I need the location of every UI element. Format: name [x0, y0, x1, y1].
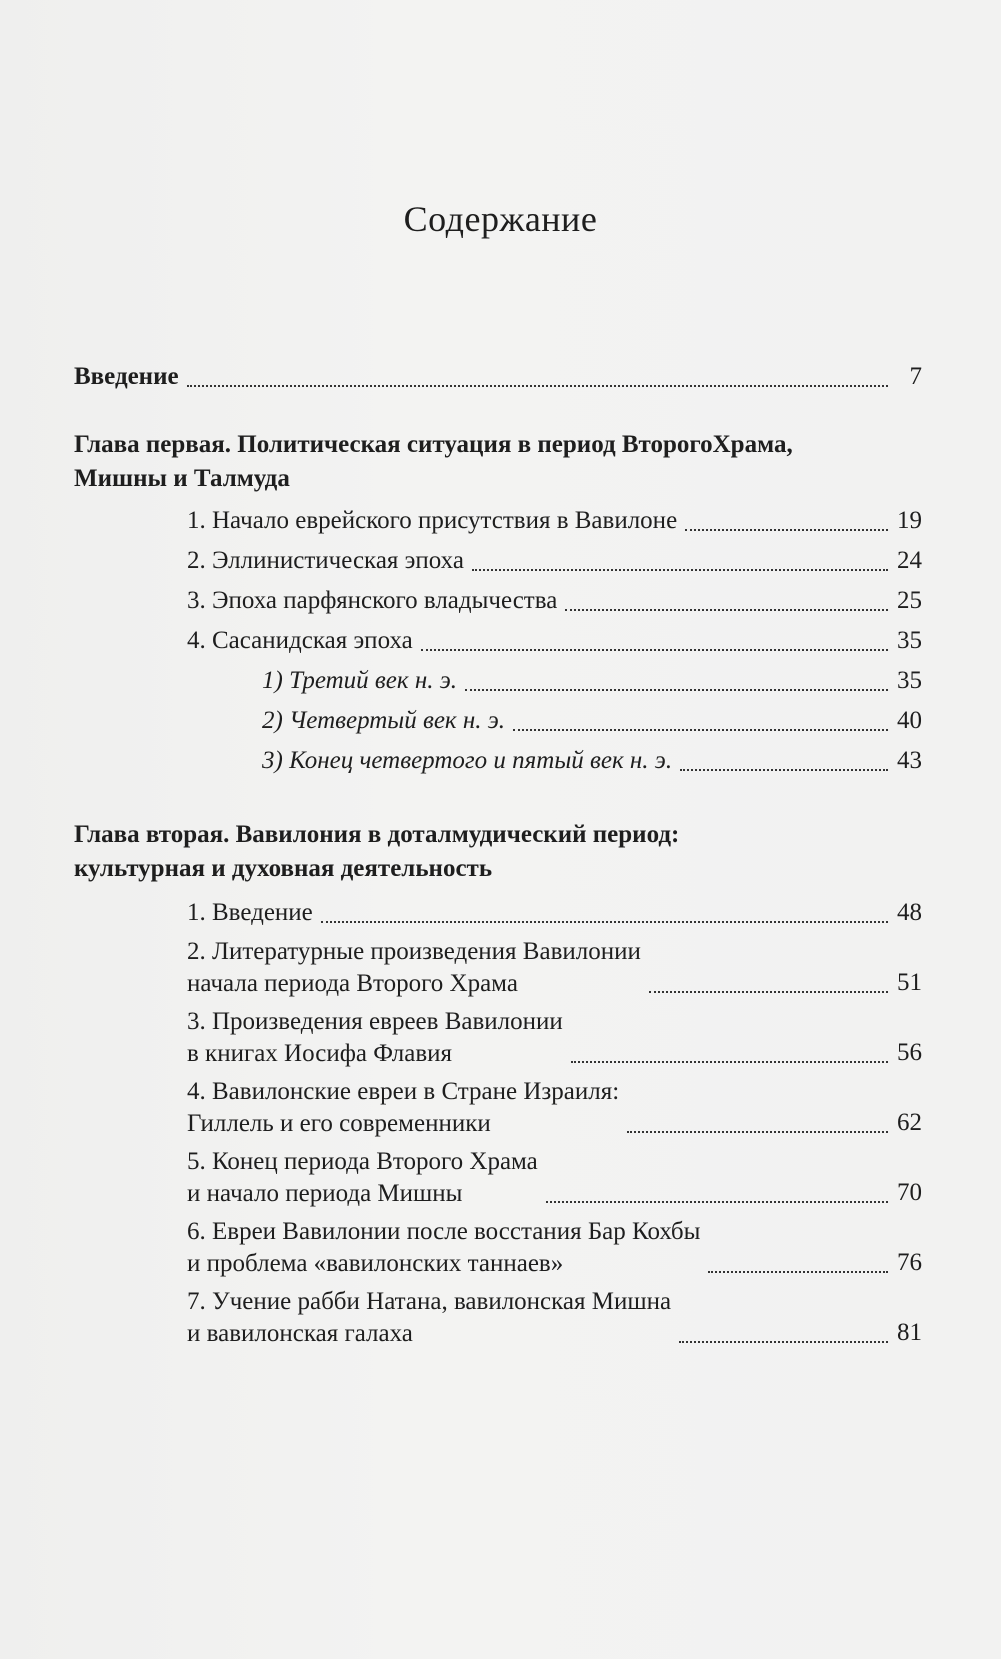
toc-entry-label: 2. Эллинистическая эпоха — [187, 547, 464, 574]
toc-entry-label: 3) Конец четвертого и пятый век н. э. — [262, 747, 673, 774]
toc-entry-intro[interactable] — [74, 360, 922, 394]
toc-entry-label: 3. Произведения евреев Вавилонии в книгах Иосифа Флавия — [187, 1008, 563, 1067]
toc-subentry[interactable] — [74, 704, 922, 738]
toc-entry[interactable] — [74, 1076, 922, 1140]
toc-entry[interactable] — [74, 936, 922, 1000]
dot-leader — [565, 589, 888, 611]
toc-entry-page: 48 — [897, 899, 922, 926]
dot-leader — [513, 709, 888, 731]
toc-entry-page: 40 — [897, 707, 922, 734]
toc-entry-label: 1) Третий век н. э. — [262, 667, 457, 694]
toc-entry-page: 51 — [897, 969, 922, 996]
toc-entry[interactable] — [74, 544, 922, 578]
toc-entry-page: 43 — [897, 747, 922, 774]
dot-leader — [685, 509, 888, 531]
toc-entry-label: 2. Литературные произведения Вавилонии начала периода Второго Храма — [187, 938, 641, 997]
dot-leader — [679, 1321, 888, 1343]
toc-entry[interactable] — [74, 1146, 922, 1210]
dot-leader — [708, 1251, 888, 1273]
toc-entry-label: 2) Четвертый век н. э. — [262, 707, 506, 734]
toc-entry-page: 76 — [897, 1249, 922, 1276]
toc-entry-page: 62 — [897, 1109, 922, 1136]
toc-entry-page: 81 — [897, 1319, 922, 1346]
toc-entry-page: 7 — [909, 363, 922, 390]
dot-leader — [421, 629, 888, 651]
toc-entry-label: 4. Вавилонские евреи в Стране Израиля: Гиллель и его современники — [187, 1078, 620, 1137]
dot-leader — [546, 1181, 888, 1203]
page-title: Содержание — [403, 199, 598, 239]
toc-entry-page: 25 — [897, 587, 922, 614]
toc-entry-page: 70 — [897, 1179, 922, 1206]
chapter-heading: Глава первая. Политическая ситуация в период ВторогоХрама, Мишны и Талмуда — [74, 431, 793, 492]
dot-leader — [680, 749, 888, 771]
toc-entry[interactable] — [74, 624, 922, 658]
dot-leader — [472, 549, 888, 571]
dot-leader — [571, 1041, 888, 1063]
toc-entry-label: 1. Введение — [187, 899, 313, 926]
toc-entry-label: Введение — [74, 363, 179, 390]
dot-leader — [649, 971, 888, 993]
toc-entry[interactable] — [74, 896, 922, 930]
toc-entry-label: 4. Сасанидская эпоха — [187, 627, 413, 654]
toc-entry[interactable] — [74, 1286, 922, 1350]
chapter-heading-line: Глава вторая. Вавилония в доталмудический период: — [74, 821, 680, 848]
toc-entry-label: 1. Начало еврейского присутствия в Вавилоне — [187, 507, 678, 534]
toc-entry-page: 35 — [897, 667, 922, 694]
toc-subentry[interactable] — [74, 744, 922, 778]
dot-leader — [187, 365, 888, 387]
toc-entry-page: 35 — [897, 627, 922, 654]
chapter-heading — [74, 818, 922, 886]
toc-entry-label: 6. Евреи Вавилонии после восстания Бар Кохбы и проблема «вавилонских таннаев» — [187, 1218, 701, 1277]
dot-leader — [321, 901, 888, 923]
toc-entry-page: 24 — [897, 547, 922, 574]
toc-entry-page: 56 — [897, 1039, 922, 1066]
toc-entry-label: 3. Эпоха парфянского владычества — [187, 587, 558, 614]
toc-subentry[interactable] — [74, 664, 922, 698]
toc-entry-label: 5. Конец периода Второго Храма и начало периода Мишны — [187, 1148, 538, 1207]
table-of-contents — [74, 360, 922, 1350]
toc-entry[interactable] — [74, 584, 922, 618]
toc-entry-page: 19 — [897, 507, 922, 534]
dot-leader — [627, 1111, 888, 1133]
toc-entry[interactable] — [74, 1216, 922, 1280]
chapter-heading-line: культурная и духовная деятельность — [74, 855, 493, 882]
toc-entry[interactable] — [74, 504, 922, 538]
dot-leader — [465, 669, 888, 691]
toc-entry[interactable] — [74, 1006, 922, 1070]
toc-entry-label: 7. Учение рабби Натана, вавилонская Мишна и вавилонская галаха — [187, 1288, 672, 1347]
